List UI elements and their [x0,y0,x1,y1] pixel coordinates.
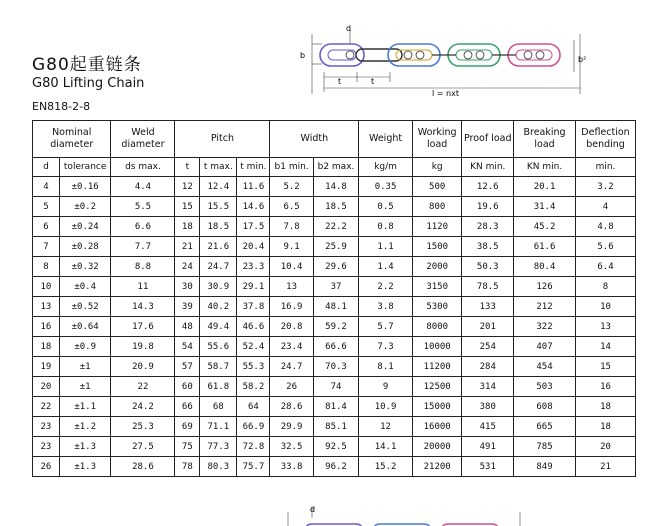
table-cell: ±1 [59,377,111,397]
table-cell: 314 [462,377,514,397]
table-cell: 608 [514,397,576,417]
table-cell: 16000 [412,417,462,437]
table-cell: 20.4 [237,237,270,257]
label-length: l = nxt [432,89,459,98]
table-cell: 8 [33,257,60,277]
table-cell: 7.8 [270,217,313,237]
table-cell: 0.8 [359,217,413,237]
table-cell: 61.8 [200,377,237,397]
table-cell: 61.6 [514,237,576,257]
table-cell: 21 [175,237,200,257]
table-cell: 31.4 [514,197,576,217]
table-cell: 15000 [412,397,462,417]
table-cell: 5.7 [359,317,413,337]
table-cell: 254 [462,337,514,357]
table-cell: ±0.32 [59,257,111,277]
table-row [33,417,636,437]
column-header: b1 min. [270,158,313,177]
table-cell: 6.4 [576,257,636,277]
table-row [33,297,636,317]
table-cell: 55.3 [237,357,270,377]
table-cell: 78.5 [462,277,514,297]
table-cell: 29.6 [313,257,358,277]
table-cell: 20 [576,437,636,457]
table-cell: 1500 [412,237,462,257]
table-cell: 30.9 [200,277,237,297]
table-cell: 64 [237,397,270,417]
table-row [33,377,636,397]
table-cell: 800 [412,197,462,217]
table-cell: 5.6 [576,237,636,257]
group-header: Width [270,121,359,158]
table-cell: 22.2 [313,217,358,237]
table-row [33,437,636,457]
table-cell: ±0.9 [59,337,111,357]
column-header: KN min. [462,158,514,177]
table-cell: 12.4 [200,177,237,197]
table-cell: 18.5 [313,197,358,217]
table-cell: ±0.64 [59,317,111,337]
group-header: Deflection bending [576,121,636,158]
standard-label: EN818-2-8 [32,100,91,113]
table-cell: 11200 [412,357,462,377]
table-cell: 59.2 [313,317,358,337]
table-cell: 4 [33,177,60,197]
table-cell: 18 [175,217,200,237]
table-cell: 380 [462,397,514,417]
table-cell: 70.3 [313,357,358,377]
table-cell: ±0.52 [59,297,111,317]
table-cell: 19 [33,357,60,377]
label-t2: t [371,77,375,86]
table-cell: 16 [33,317,60,337]
table-cell: 20.1 [514,177,576,197]
table-cell: 13 [33,297,60,317]
table-cell: 322 [514,317,576,337]
table-cell: 133 [462,297,514,317]
table-cell: 23.4 [270,337,313,357]
table-cell: 11.6 [237,177,270,197]
table-cell: 75 [175,437,200,457]
table-row [33,197,636,217]
table-cell: 48.1 [313,297,358,317]
table-cell: 503 [514,377,576,397]
table-cell: 52.4 [237,337,270,357]
table-cell: 24.7 [200,257,237,277]
table-cell: ±1 [59,357,111,377]
table-cell: 8.1 [359,357,413,377]
table-cell: 8000 [412,317,462,337]
table-cell: 10.4 [270,257,313,277]
table-cell: ±1.2 [59,417,111,437]
table-cell: 69 [175,417,200,437]
table-row [33,337,636,357]
column-header: tolerance [59,158,111,177]
table-cell: 23.3 [237,257,270,277]
table-cell: 6.6 [111,217,175,237]
table-cell: 25.9 [313,237,358,257]
group-header: Weight [359,121,413,158]
table-cell: 24.2 [111,397,175,417]
table-row [33,217,636,237]
table-cell: 26 [270,377,313,397]
table-cell: 6 [33,217,60,237]
table-cell: 55.6 [200,337,237,357]
table-cell: 17.5 [237,217,270,237]
chain-link [320,44,364,66]
column-header: ds max. [111,158,175,177]
group-header: Breaking load [514,121,576,158]
table-cell: 10000 [412,337,462,357]
table-cell: 20.8 [270,317,313,337]
table-cell: 20.9 [111,357,175,377]
table-cell: 14.3 [111,297,175,317]
table-cell: 0.35 [359,177,413,197]
table-cell: ±0.16 [59,177,111,197]
table-row [33,317,636,337]
table-cell: 29.1 [237,277,270,297]
table-cell: 22 [111,377,175,397]
table-cell: 849 [514,457,576,477]
table-cell: 28.6 [270,397,313,417]
table-cell: 74 [313,377,358,397]
table-row [33,257,636,277]
table-row [33,457,636,477]
table-cell: 23 [33,417,60,437]
label-b: b [300,51,306,60]
table-cell: 58.2 [237,377,270,397]
table-cell: 80.4 [514,257,576,277]
table-row [33,277,636,297]
table-cell: 3.8 [359,297,413,317]
table-cell: 46.6 [237,317,270,337]
table-cell: 16 [576,377,636,397]
table-cell: 201 [462,317,514,337]
table-cell: 81.4 [313,397,358,417]
table-cell: 284 [462,357,514,377]
column-header: kg [412,158,462,177]
table-cell: 2.2 [359,277,413,297]
table-cell: 10 [576,297,636,317]
table-cell: 72.8 [237,437,270,457]
table-cell: 10.9 [359,397,413,417]
table-cell: 11 [111,277,175,297]
table-cell: 4 [576,197,636,217]
table-cell: 5300 [412,297,462,317]
label-d-bottom: d [310,505,316,514]
table-cell: 491 [462,437,514,457]
table-cell: 58.7 [200,357,237,377]
column-header: t [175,158,200,177]
table-cell: 13 [576,317,636,337]
table-cell: ±0.2 [59,197,111,217]
table-cell: 21.6 [200,237,237,257]
table-cell: 18 [576,397,636,417]
table-cell: 22 [33,397,60,417]
table-cell: 531 [462,457,514,477]
table-cell: 39 [175,297,200,317]
table-cell: 26 [33,457,60,477]
table-cell: 71.1 [200,417,237,437]
table-row [33,177,636,197]
table-cell: 48 [175,317,200,337]
table-cell: 407 [514,337,576,357]
table-cell: 28.3 [462,217,514,237]
table-cell: 6.5 [270,197,313,217]
table-cell: 19.6 [462,197,514,217]
table-cell: 21200 [412,457,462,477]
table-cell: 24 [175,257,200,277]
table-cell: 45.2 [514,217,576,237]
column-header: b2 max. [313,158,358,177]
table-cell: 1.4 [359,257,413,277]
page-subtitle: G80 Lifting Chain [32,76,145,91]
table-cell: 28.6 [111,457,175,477]
table-cell: 20 [33,377,60,397]
table-cell: 2000 [412,257,462,277]
table-cell: ±1.3 [59,457,111,477]
table-row [33,237,636,257]
table-cell: 66.9 [237,417,270,437]
table-cell: 7.7 [111,237,175,257]
table-cell: 14.6 [237,197,270,217]
table-cell: 33.8 [270,457,313,477]
column-header: kg/m [359,158,413,177]
table-cell: 7 [33,237,60,257]
column-header: KN min. [514,158,576,177]
table-cell: 15.5 [200,197,237,217]
table-cell: 1120 [412,217,462,237]
label-t1: t [338,77,342,86]
table-cell: 8.8 [111,257,175,277]
table-cell: 3.2 [576,177,636,197]
table-cell: 500 [412,177,462,197]
table-cell: ±0.28 [59,237,111,257]
table-cell: ±1.3 [59,437,111,457]
group-header: Weld diameter [111,121,175,158]
table-cell: 24.7 [270,357,313,377]
column-header: d [33,158,60,177]
table-cell: 49.4 [200,317,237,337]
table-cell: 66.6 [313,337,358,357]
group-header: Working load [412,121,462,158]
table-cell: 57 [175,357,200,377]
table-cell: 13 [270,277,313,297]
table-cell: 12 [359,417,413,437]
table-cell: ±0.4 [59,277,111,297]
table-cell: 18 [576,417,636,437]
table-cell: 60 [175,377,200,397]
table-cell: 17.6 [111,317,175,337]
table-cell: 23 [33,437,60,457]
table-cell: 12.6 [462,177,514,197]
table-cell: 19.8 [111,337,175,357]
table-cell: 15.2 [359,457,413,477]
column-header: min. [576,158,636,177]
table-cell: 5.2 [270,177,313,197]
table-cell: 15 [175,197,200,217]
table-cell: 96.2 [313,457,358,477]
label-d: d [346,24,352,33]
table-cell: 78 [175,457,200,477]
table-cell: 12500 [412,377,462,397]
chain-diagram-bottom [272,504,552,526]
table-cell: 665 [514,417,576,437]
table-cell: 50.3 [462,257,514,277]
group-header: Pitch [175,121,270,158]
table-cell: 77.3 [200,437,237,457]
table-cell: 7.3 [359,337,413,357]
table-cell: 10 [33,277,60,297]
table-cell: 454 [514,357,576,377]
table-cell: 75.7 [237,457,270,477]
table-cell: 37.8 [237,297,270,317]
table-cell: 0.5 [359,197,413,217]
label-b2: b² [578,55,587,64]
table-cell: 18.5 [200,217,237,237]
table-cell: 415 [462,417,514,437]
table-cell: 54 [175,337,200,357]
table-cell: 8 [576,277,636,297]
table-cell: 80.3 [200,457,237,477]
table-cell: 1.1 [359,237,413,257]
table-cell: 5 [33,197,60,217]
table-cell: 14.8 [313,177,358,197]
table-cell: 21 [576,457,636,477]
table-cell: 25.3 [111,417,175,437]
table-cell: 29.9 [270,417,313,437]
table-cell: 30 [175,277,200,297]
chain-diagram [292,22,592,100]
table-cell: 212 [514,297,576,317]
table-cell: 14.1 [359,437,413,457]
table-cell: 3150 [412,277,462,297]
table-cell: 20000 [412,437,462,457]
table-cell: 9 [359,377,413,397]
table-cell: 12 [175,177,200,197]
table-cell: ±0.24 [59,217,111,237]
table-row [33,397,636,417]
group-header: Nominal diameter [33,121,111,158]
column-header: t min. [237,158,270,177]
table-row [33,357,636,377]
table-cell: 68 [200,397,237,417]
table-cell: 18 [33,337,60,357]
table-cell: 4.8 [576,217,636,237]
table-cell: 38.5 [462,237,514,257]
table-cell: 14 [576,337,636,357]
table-cell: 126 [514,277,576,297]
table-cell: 785 [514,437,576,457]
table-cell: 32.5 [270,437,313,457]
table-cell: 27.5 [111,437,175,457]
table-cell: 66 [175,397,200,417]
table-cell: 5.5 [111,197,175,217]
table-cell: ±1.1 [59,397,111,417]
table-cell: 92.5 [313,437,358,457]
table-cell: 85.1 [313,417,358,437]
column-header: t max. [200,158,237,177]
table-cell: 9.1 [270,237,313,257]
table-cell: 37 [313,277,358,297]
group-header: Proof load [462,121,514,158]
table-cell: 16.9 [270,297,313,317]
spec-table [32,120,636,477]
table-cell: 4.4 [111,177,175,197]
table-cell: 40.2 [200,297,237,317]
page-title: G80起重链条 [32,55,142,75]
table-cell: 15 [576,357,636,377]
